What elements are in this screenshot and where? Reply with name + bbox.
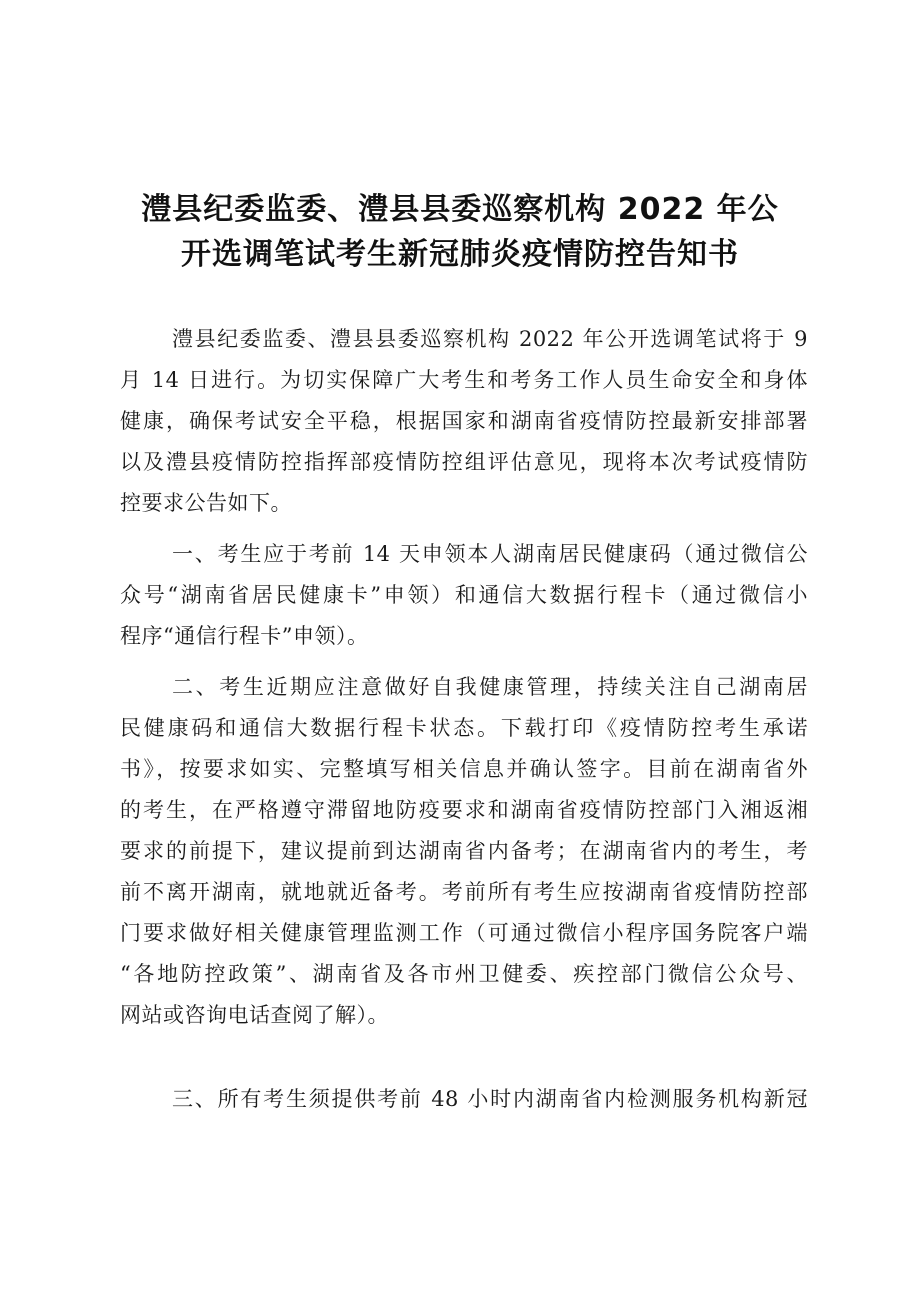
document-title-line-2: 开选调笔试考生新冠肺炎疫情防控告知书 bbox=[181, 237, 739, 272]
document-title-line-1: 澧县纪委监委、澧县县委巡察机构 2022 年公 bbox=[141, 192, 779, 227]
paragraph-line: 月 14 日进行。为切实保障广大考生和考务工作人员生命安全和身体 bbox=[120, 368, 808, 392]
paragraph-line: 民健康码和通信大数据行程卡状态。下载打印《疫情防控考生承诺 bbox=[120, 716, 808, 740]
paragraph-line: 要求的前提下，建议提前到达湖南省内备考；在湖南省内的考生，考 bbox=[120, 839, 808, 863]
paragraph-line: 澧县纪委监委、澧县县委巡察机构 2022 年公开选调笔试将于 9 bbox=[172, 327, 808, 351]
paragraph-line: 书》，按要求如实、完整填写相关信息并确认签字。目前在湖南省外 bbox=[120, 757, 808, 781]
paragraph-line: 二、考生近期应注意做好自我健康管理，持续关注自己湖南居 bbox=[172, 675, 808, 699]
paragraph-line: 门要求做好相关健康管理监测工作（可通过微信小程序国务院客户端 bbox=[120, 921, 808, 945]
paragraph-line: 网站或咨询电话查阅了解）。 bbox=[120, 1003, 389, 1027]
paragraph-line: 众号“湖南省居民健康卡”申领）和通信大数据行程卡（通过微信小 bbox=[120, 583, 808, 607]
paragraph-line: 健康，确保考试安全平稳，根据国家和湖南省疫情防控最新安排部署 bbox=[120, 409, 808, 433]
paragraph-line: 一、考生应于考前 14 天申领本人湖南居民健康码（通过微信公 bbox=[172, 542, 808, 566]
paragraph-line: 控要求公告如下。 bbox=[120, 491, 292, 515]
paragraph-line: “各地防控政策”、湖南省及各市州卫健委、疾控部门微信公众号、 bbox=[120, 962, 808, 986]
paragraph-line: 前不离开湖南，就地就近备考。考前所有考生应按湖南省疫情防控部 bbox=[120, 880, 808, 904]
paragraph-line: 三、所有考生须提供考前 48 小时内湖南省内检测服务机构新冠 bbox=[172, 1087, 808, 1111]
paragraph-line: 的考生，在严格遵守滞留地防疫要求和湖南省疫情防控部门入湘返湘 bbox=[120, 798, 808, 822]
paragraph-line: 程序“通信行程卡”申领）。 bbox=[120, 624, 369, 648]
paragraph-line: 以及澧县疫情防控指挥部疫情防控组评估意见，现将本次考试疫情防 bbox=[120, 450, 808, 474]
